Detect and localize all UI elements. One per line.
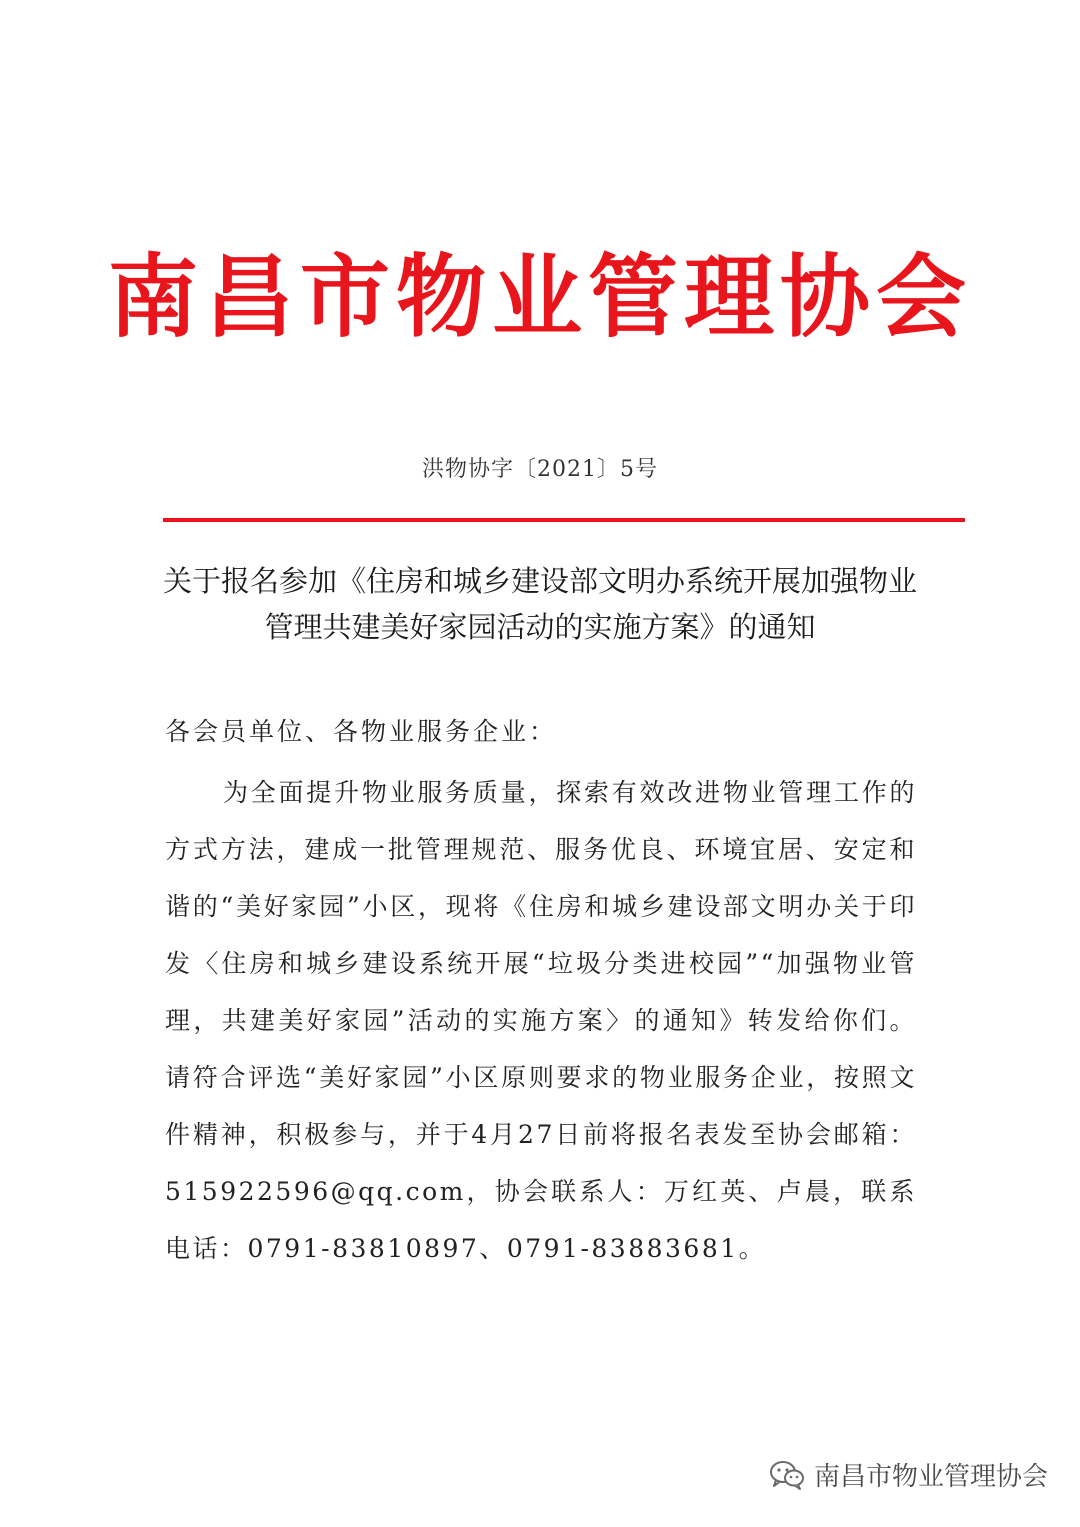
account-name: 南昌市物业管理协会 <box>813 1462 1048 1492</box>
wechat-icon <box>768 1459 806 1491</box>
body-paragraph: 为全面提升物业服务质量，探索有效改进物业管理工作的方式方法，建成一批管理规范、服务优良、环境宜居、安定和谐的“美好家园”小区，现将《住房和城乡建设部文明办关于印发〈住房和城乡建设系统开展“垃圾分类进校园”“加强物业管理，共建美好家园”活动的实施方案〉的通知》转发给你们。请符合评选“美好家园”小区原则要求的物业服务企业，按照文件精神，积极参与，并于4月27日前将报名表发至协会邮箱：515922596@qq.com，协会联系人：万红英、卢晨，联系电话：0791-83810897、0791-83883681。 <box>165 778 917 1263</box>
document-number: 洪物协字〔2021〕5号 <box>422 457 658 482</box>
wechat-watermark <box>768 1456 1048 1493</box>
salutation: 各会员单位、各物业服务企业： <box>165 717 558 746</box>
red-divider <box>163 518 965 522</box>
document-title: 关于报名参加《住房和城乡建设部文明办系统开展加强物业管理共建美好家园活动的实施方案》的通知 <box>162 564 917 644</box>
organization-header: 南昌市物业管理协会 <box>108 245 972 350</box>
